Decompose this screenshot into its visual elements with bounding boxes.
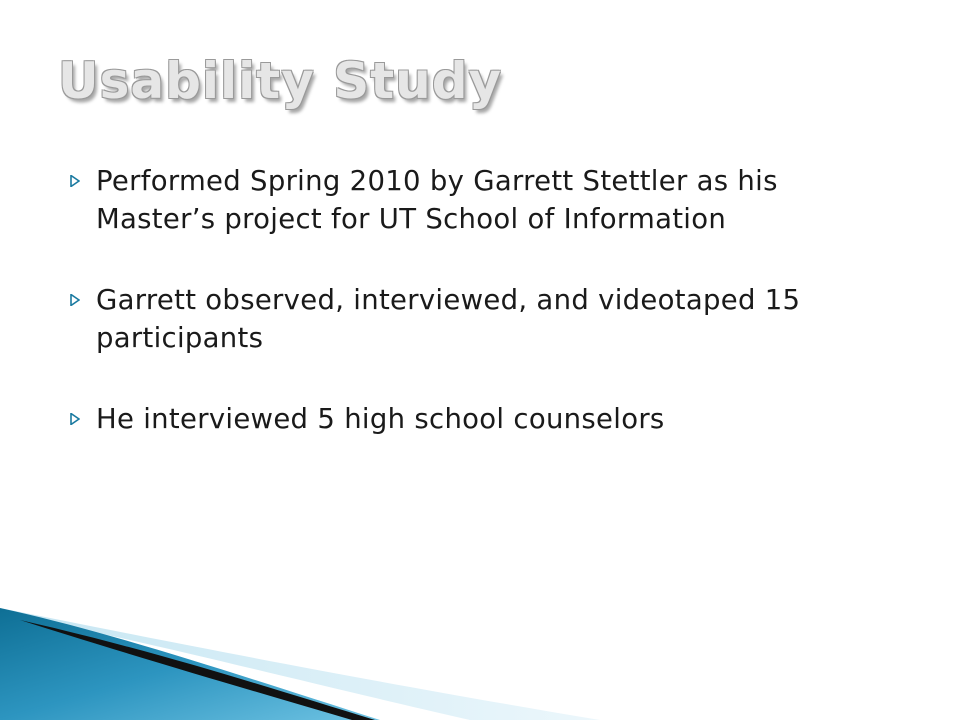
bullet-text: Garrett observed, interviewed, and videotaped 15 participants bbox=[96, 284, 801, 354]
triangle-right-icon bbox=[70, 162, 96, 200]
list-item bbox=[70, 162, 870, 238]
list-item bbox=[70, 281, 870, 357]
bullet-list bbox=[70, 162, 870, 481]
bullet-text: Performed Spring 2010 by Garrett Stettler as his Master’s project for UT School of Information bbox=[96, 165, 778, 235]
slide-title: Usability Study bbox=[58, 52, 503, 110]
corner-swoosh-decoration bbox=[0, 600, 960, 720]
list-item bbox=[70, 400, 870, 438]
triangle-right-icon bbox=[70, 281, 96, 319]
triangle-right-icon bbox=[70, 400, 96, 438]
bullet-text: He interviewed 5 high school counselors bbox=[96, 403, 665, 435]
